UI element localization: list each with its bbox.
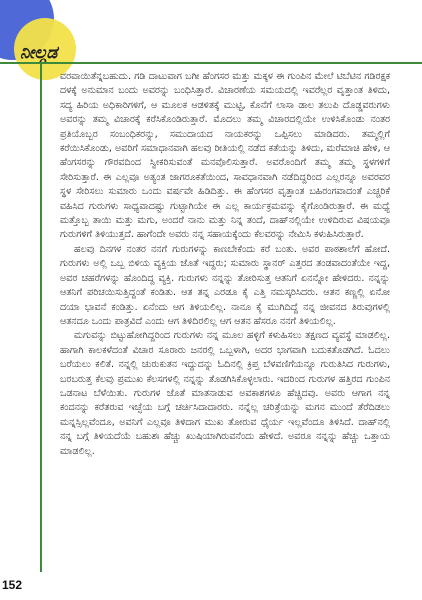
- body-paragraph: ಹಲವು ದಿನಗಳ ನಂತರ ನನಗೆ ಗುರುಗಳನ್ನು ಕಾಣಬೇಕೆಂದು ಕರೆ ಬಂತು. ಅವರ ಪಾಠಶಾಲೆಗೆ ಹೋದೆ. ಗುರುಗಳು ಅಲ್ಲಿ ಒಬ್ಬ ಬಿಳಿಯ ವ್ಯಕ್ತಿಯ ಜೊತೆ ಇದ್ದರು; ಸುಮಾರು ಸ್ಥಾನರ್ ಎತ್ತರದ ತಂಡವಾದಂತೆಯೇ ಇದ್ದ, ಅವರ ಚಹರೆಗಳನ್ನು ಹೊಂದಿದ್ದ ವ್ಯಕ್ತಿ. ಗುರುಗಳು ನನ್ನನ್ನು ತೋರಿಸುತ್ತ ಆತನಿಗೆ ಏನನ್ನೋ ಹೇಳಿದರು. ನನ್ನನ್ನು ಆತನಿಗೆ ಪರಿಚಯಿಸುತ್ತಿದ್ದಂತೆ ಕಂಡಿತು. ಆತ ತನ್ನ ಎರಡೂ ಕೈ ಎತ್ತಿ ನಮಸ್ಕರಿಸಿದರು. ಆತನ ಕಣ್ಣಲ್ಲಿ ಏನೋ ದಯಾ ಭಾವನೆ ಕಂಡಿತ್ತು. ಏನೆಂದು ಆಗ ತಿಳಿಯಲಿಲ್ಲ. ನಾನೂ ಕೈ ಮುಗಿದಿದ್ದೆ ನನ್ನ ಜೀವನದ ತಿರುವುಗಳಲ್ಲಿ ಆತನದೂ ಒಂದು ಪಾತ್ರವಿದೆ ಎಂದು ಆಗ ತಿಳಿದಿರಲಿಲ್ಲ ಆಗ ಆತನ ಹೆಸರೂ ನನಗೆ ತಿಳಿಯಲಿಲ್ಲ.: [60, 243, 390, 327]
- header-rule: [0, 62, 422, 64]
- body-paragraph: ಮಗುವನ್ನು ಬಿಟ್ಟುಹೋಗಿದ್ದರಿಂದ ಗುರುಗಳು ನನ್ನ ಮೂಲ ಹಳ್ಳಿಗೆ ಕಳುಹಿಸಲು ತಕ್ಷಣದ ವ್ಯವಸ್ಥೆ ಮಾಡಲಿಲ್ಲ. ಹಾಗಾಗಿ ಕಾಲಕಳೆದಂತೆ ವಿಚಾರ ಸೂರಾರು ಜನರಲ್ಲಿ ಒಬ್ಬಳಾಗಿ, ಅದರ ಭಾಗವಾಗಿ ಬದುಕತೊಡಗಿದೆ. ಓದಲು ಬರೆಯಲು ಕಲಿತೆ. ನನ್ನಲ್ಲಿ ಚುರುಕುತನ ಇದ್ದುದನ್ನು ಓದಿನಲ್ಲಿ ಕ್ರಿಪ್ತ ಬೆಳವಣಿಗೆಯನ್ನೂ ಗುರುತಿಸಿದ ಗುರುಗಳು, ಬರಬರುತ್ತ ಕೆಲವು ಪ್ರಮುಖ ಕೆಲಸಗಳಲ್ಲಿ ನನ್ನನ್ನು ತೊಡಗಿಸಿಕೊಳ್ಳಲಾರು. ಇದರಿಂದ ಗುರುಗಳ ಹತ್ತಿರದ ಗುಂಪಿನ ಒಡನಾಟ ಬೆಳೆಯಿತು. ಗುರುಗಳ ಜೊತೆ ಮಾತನಾಡುವ ಅವಕಾಶಗಳೂ ಹೆಚ್ಚಿದವು. ಅವರು ಆಗಾಗ ನನ್ನ ಕಂದನನ್ನು ಕರೆತರುವ ಇಚ್ಛೆಯ ಬಗ್ಗೆ ಚರ್ಚಿಸಿದಾದಾರರು. ನನ್ನೆಲ್ಲ ಚರಿತ್ರೆಯನ್ನು ಮಗನ ಮುಂದೆ ತೆರೆದಿಡಲು ಮನ್ನಸ್ಸಿಲ್ಲವೆಂದೂ, ಅವನಿಗೆ ಎಲ್ಲವೂ ತಿಳಿದಾಗ ಮುಖ ತೋರುವ ಧೈರ್ಯ ಇಲ್ಲವೆಂದೂ ತಿಳಿಸಿದೆ. ದಾಹ್‌ನಲ್ಲಿ ನನ್ನ ಬಗ್ಗೆ ತಿಳಿಯದೆಯೆ ಬಹುಶಃ ಹೆಚ್ಚು ಖುಷಿಯಾಗಿರುವನೆಂದು ಹೇಳಿದೆ. ಅವರೂ ನನ್ನನ್ನು ಹೆಚ್ಚು ಒತ್ತಾಯ ಮಾಡಲಿಲ್ಲ.: [60, 330, 390, 457]
- running-header-title: ನೀಲ್ಗಡ: [20, 43, 58, 63]
- left-margin-rule: [40, 62, 42, 572]
- page-body: [60, 70, 390, 562]
- body-paragraph: ವರವಾಯಿತೆನ್ನಬಹುದು. ಗಡಿ ದಾಟುವಾಗ ಬಗೀ ಹೆಂಗಸರ ಮತ್ತು ಮಕ್ಕಳ ಈ ಗುಂಪಿನ ಮೇಲೆ ಟಿಬೆಟಿನ ಗಡಿರಕ್ಷಕ ದಳಕ್ಕೆ ಅನುಮಾನ ಬಂದು ಅವರನ್ನು ಬಂಧಿಸಿತ್ತಾರೆ. ವಿಚಾರಣೆಯ ಸಮಯದಲ್ಲಿ ಇವರೆಲ್ಲರ ವೃತ್ತಾಂತ ತಿಳಿದು, ಸದ್ಯ ಹಿರಿಯ ಅಧಿಕಾರಿಗಳಿಗೆ, ಆ ಮೂಲಕ ಆಡಳಿತಕ್ಕೆ ಮುಟ್ಟಿ, ಕೊನೆಗೆ ಲಾಸಾ ಡಾಲ ತಲುಪಿ ದೊಡ್ಡವರುಗಳು ಅವರನ್ನು ತಮ್ಮ ವಿಚಾರಕ್ಕೆ ಕರೆಸಿಕೊಂಡಿರುತ್ತಾರೆ. ಮೊದಲು ತಮ್ಮ ವಿಚಾರದಲ್ಲಿಯೇ ಉಳಿಸಿಕೊಂಡು ನಂತರ ಪ್ರತಿಯೊಬ್ಬರ ಸಂಬಂಧಿಕರನ್ನು, ಸಮುದಾಯದ ನಾಯಕರನ್ನು ಒಪ್ಪಿಸಲು ಮಾಡಿದರು. ತಮ್ಮಲ್ಲಿಗೆ ಕರೆಯಿಸಿಕೊಂಡು, ಅವರಿಗೆ ಸಮಾಧಾನವಾಗಿ ಹಲವು ರೀತಿಯಲ್ಲಿ ನಡೆದ ಕತೆಯನ್ನು ತಿಳಿದು, ಮರೆಮಾಚಿ ಹೇಳಿ, ಆ ಹೆಂಗಸರನ್ನು ಗೌರವದಿಂದ ಸ್ವೀಕರಿಸುವಂತೆ ಮನವೊಲಿಸುತ್ತಾರೆ. ಅವರೊಂದಿಗೆ ತಮ್ಮ ತಮ್ಮ ಸ್ಥಳಗಳಿಗೆ ಸೇರಿಸುತ್ತಾರೆ. ಈ ಎಲ್ಲವೂ ಅತ್ಯಂತ ಜಾಗರೂಕತೆಯಿಂದ, ಸಾವಧಾನವಾಗಿ ನಡೆದಿದ್ದರಿಂದ ಎಲ್ಲರನ್ನೂ ಅವರವರ ಸ್ಥಳ ಸೇರಿಸಲು ಸುಮಾರು ಒಂದು ವರ್ಷವೇ ಹಿಡಿದಿತ್ತು. ಈ ಹೆಂಗಸರ ವೃತ್ತಾಂತ ಬಹಿರಂಗವಾದಂತೆ ಎಚ್ಚರಿಕೆ ವಹಿಸಿದ ಗುರುಗಳು ಸಾಧ್ಯವಾದಷ್ಟು ಗುಟ್ಟಾಗಿಯೇ ಈ ಎಲ್ಲ ಕಾರ್ಯಕ್ರಮವನ್ನು ಕೈಗೊಂಡಿರುತ್ತಾರೆ. ಈ ಮಧ್ಯೆ ಮತ್ತೊಬ್ಬ ತಾಯಿ ಮತ್ತು ಮಗು, ಅಂದರೆ ನಾನು ಮತ್ತು ನಿನ್ನ ತಂದೆ, ದಾಹ್‌ನಲ್ಲಿಯೇ ಉಳಿದಿರುವ ವಿಷಯವೂ ಗುರುಗಳಿಗೆ ತಿಳಿಯುತ್ತದೆ. ಹಾಗೆಂದೇ ಅವರು ನನ್ನ ಸಹಾಯಕ್ಕೆಂದು ಕೆಲವರನ್ನು ನೇಮಿಸಿ ಕಳುಹಿಸಿರುತ್ತಾರೆ.: [60, 71, 390, 241]
- page-number: 152: [2, 578, 23, 592]
